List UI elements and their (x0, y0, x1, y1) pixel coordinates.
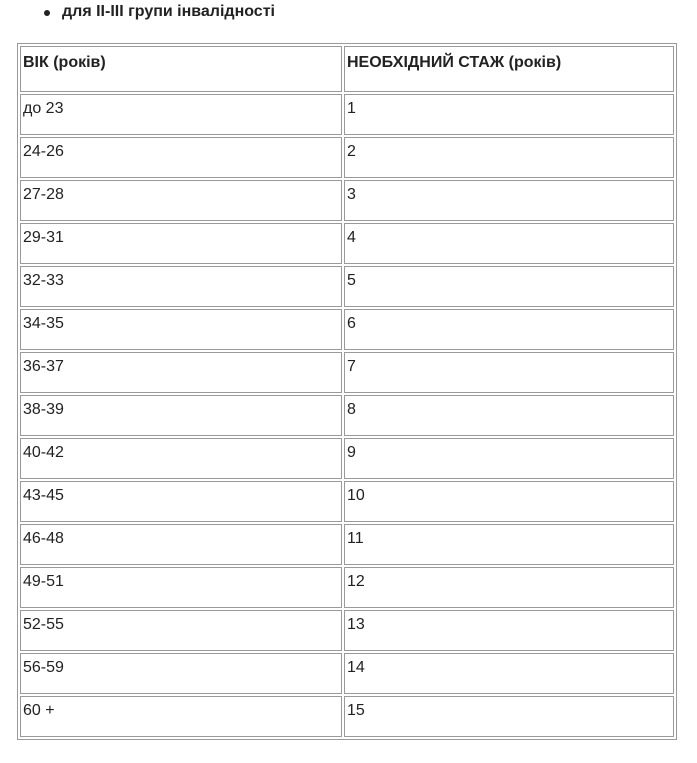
table-row (20, 524, 674, 565)
table-row (20, 94, 674, 135)
cell-experience: 12 (344, 567, 674, 608)
cell-age: 27-28 (20, 180, 342, 221)
cell-experience: 8 (344, 395, 674, 436)
cell-age: 29-31 (20, 223, 342, 264)
cell-experience: 3 (344, 180, 674, 221)
cell-experience: 4 (344, 223, 674, 264)
cell-age: 56-59 (20, 653, 342, 694)
cell-experience: 7 (344, 352, 674, 393)
table-row (20, 481, 674, 522)
table-row (20, 137, 674, 178)
table-row (20, 223, 674, 264)
cell-age: до 23 (20, 94, 342, 135)
table-row (20, 180, 674, 221)
cell-age: 24-26 (20, 137, 342, 178)
cell-age: 43-45 (20, 481, 342, 522)
cell-experience: 5 (344, 266, 674, 307)
header-required-experience: НЕОБХІДНИЙ СТАЖ (років) (344, 46, 674, 92)
cell-age: 49-51 (20, 567, 342, 608)
cell-experience: 9 (344, 438, 674, 479)
cell-experience: 6 (344, 309, 674, 350)
table-row (20, 266, 674, 307)
cell-experience: 14 (344, 653, 674, 694)
table-row (20, 395, 674, 436)
table-row (20, 352, 674, 393)
cell-age: 32-33 (20, 266, 342, 307)
cell-experience: 13 (344, 610, 674, 651)
header-age: ВІК (років) (20, 46, 342, 92)
cell-experience: 1 (344, 94, 674, 135)
table-body (20, 46, 674, 737)
experience-table (17, 43, 677, 740)
cell-experience: 2 (344, 137, 674, 178)
cell-age: 38-39 (20, 395, 342, 436)
table-header-row (20, 46, 674, 92)
cell-experience: 11 (344, 524, 674, 565)
cell-age: 40-42 (20, 438, 342, 479)
bullet-icon (44, 10, 50, 16)
table-row (20, 696, 674, 737)
table-row (20, 438, 674, 479)
table-row (20, 567, 674, 608)
cell-experience: 10 (344, 481, 674, 522)
cell-age: 60 + (20, 696, 342, 737)
cell-experience: 15 (344, 696, 674, 737)
cell-age: 46-48 (20, 524, 342, 565)
cell-age: 52-55 (20, 610, 342, 651)
table-row (20, 610, 674, 651)
table-row (20, 309, 674, 350)
table-row (20, 653, 674, 694)
cell-age: 36-37 (20, 352, 342, 393)
list-item-heading: для ІІ-ІІІ групи інвалідності (62, 3, 275, 20)
cell-age: 34-35 (20, 309, 342, 350)
